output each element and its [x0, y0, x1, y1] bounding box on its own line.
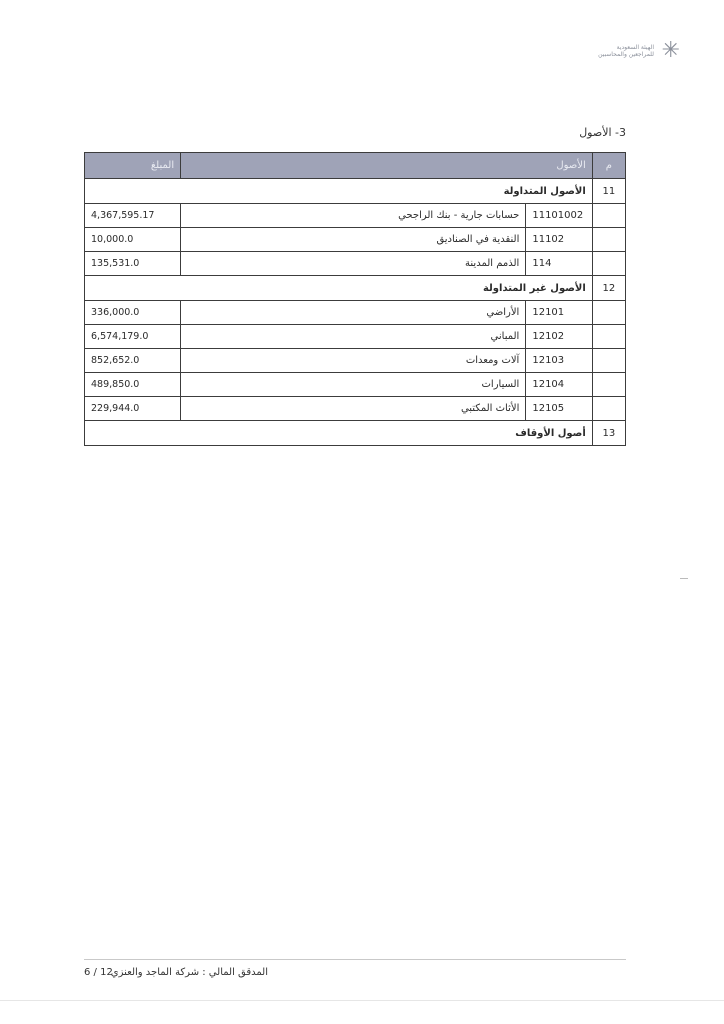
account-code: 12104: [526, 373, 592, 397]
account-name: النقدية في الصناديق: [181, 228, 526, 252]
footer-divider: [84, 959, 626, 960]
account-name: السيارات: [181, 373, 526, 397]
account-code: 12103: [526, 349, 592, 373]
account-name: حسابات جارية - بنك الراجحي: [181, 204, 526, 228]
column-header-amount: المبلغ: [85, 153, 181, 179]
account-amount: 489,850.0: [85, 373, 181, 397]
group-title: الأصول غير المتداولة: [85, 276, 593, 301]
group-index: 11: [592, 179, 625, 204]
account-name: الأثاث المكتبي: [181, 397, 526, 421]
account-amount: 6,574,179.0: [85, 325, 181, 349]
table-header-row: [85, 153, 626, 179]
group-row: [85, 421, 626, 446]
column-header-index: م: [592, 153, 625, 179]
account-code: 11101002: [526, 204, 592, 228]
table-row: [85, 373, 626, 397]
account-code: 114: [526, 252, 592, 276]
scan-edge-line: [0, 1000, 724, 1001]
account-amount: 336,000.0: [85, 301, 181, 325]
account-name: الأراضي: [181, 301, 526, 325]
assets-table: [84, 152, 626, 446]
account-amount: 229,944.0: [85, 397, 181, 421]
group-title: الأصول المتداولة: [85, 179, 593, 204]
empty-cell: [592, 397, 625, 421]
empty-cell: [592, 228, 625, 252]
table-row: [85, 397, 626, 421]
logo-text: [598, 44, 654, 58]
empty-cell: [592, 373, 625, 397]
account-amount: 135,531.0: [85, 252, 181, 276]
table-row: [85, 301, 626, 325]
footer-auditor: المدقق المالي : شركة الماجد والعنزي: [110, 967, 268, 978]
account-code: 11102: [526, 228, 592, 252]
empty-cell: [592, 349, 625, 373]
account-name: آلات ومعدات: [181, 349, 526, 373]
account-code: 12105: [526, 397, 592, 421]
section-title: 3- الأصول: [579, 126, 626, 139]
margin-mark: [680, 578, 688, 579]
empty-cell: [592, 252, 625, 276]
logo-text-line2: للمراجعين والمحاسبين: [598, 51, 654, 58]
group-row: [85, 179, 626, 204]
group-title: أصول الأوقاف: [85, 421, 593, 446]
table-row: [85, 325, 626, 349]
account-name: المباني: [181, 325, 526, 349]
empty-cell: [592, 204, 625, 228]
table-row: [85, 228, 626, 252]
table-row: [85, 252, 626, 276]
account-code: 12102: [526, 325, 592, 349]
account-amount: 4,367,595.17: [85, 204, 181, 228]
org-logo: [598, 38, 680, 68]
account-code: 12101: [526, 301, 592, 325]
account-amount: 10,000.0: [85, 228, 181, 252]
group-row: [85, 276, 626, 301]
table-row: [85, 349, 626, 373]
star-logo-icon: ✳: [661, 38, 680, 63]
group-index: 13: [592, 421, 625, 446]
footer-page-number: 12 / 6: [84, 967, 113, 978]
logo-text-line1: الهيئة السعودية: [616, 44, 654, 51]
account-amount: 852,652.0: [85, 349, 181, 373]
empty-cell: [592, 325, 625, 349]
empty-cell: [592, 301, 625, 325]
group-index: 12: [592, 276, 625, 301]
account-name: الذمم المدينة: [181, 252, 526, 276]
table-row: [85, 204, 626, 228]
column-header-assets: الأصول: [181, 153, 593, 179]
